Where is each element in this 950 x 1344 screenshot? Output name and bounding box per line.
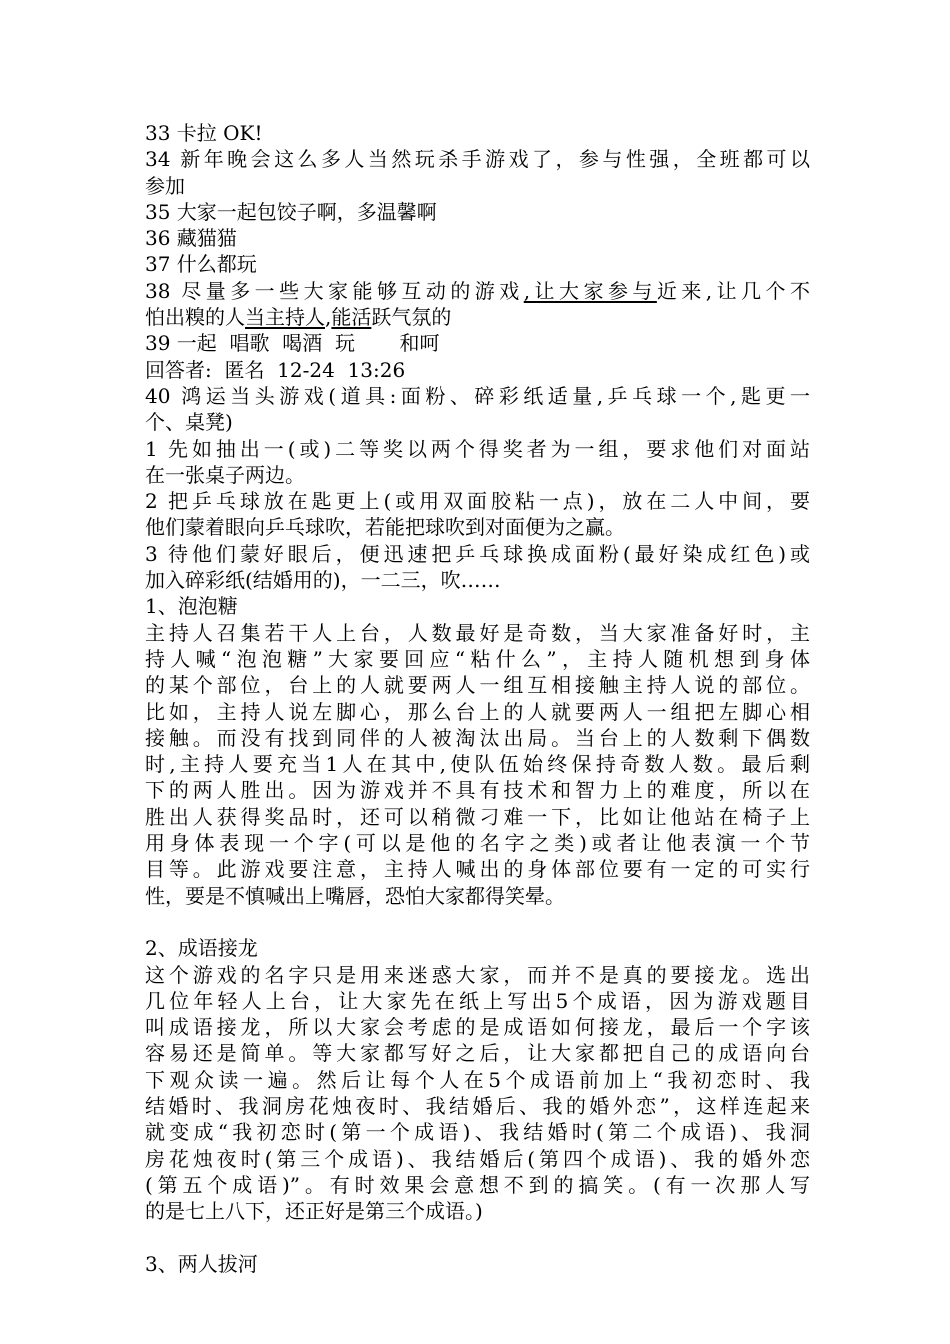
item-38-text-4: , bbox=[325, 305, 332, 330]
item-36: 36 藏猫猫 bbox=[145, 226, 237, 251]
item-38-text-1: 38 尽量多一些大家能够互动的游戏 bbox=[145, 278, 524, 303]
item-38-text-3: 怕出糗的人 bbox=[145, 305, 245, 330]
paragraph-gap bbox=[145, 1224, 810, 1250]
game-2-line: 房花烛夜时(第三个成语)、我结婚后(第四个成语)、我的婚外恋 bbox=[145, 1146, 810, 1171]
game-1-line: 的某个部位，台上的人就要两人一组互相接触主持人说的部位。 bbox=[145, 673, 810, 698]
document-page bbox=[145, 120, 810, 1277]
item-38-text-5: 跃气氛的 bbox=[371, 305, 452, 330]
game-2-line: 下观众读一遍。然后让每个人在5个成语前加上“我初恋时、我 bbox=[145, 1067, 810, 1092]
game-1-line: 时,主持人要充当1人在其中,使队伍始终保持奇数人数。最后剩 bbox=[145, 752, 810, 777]
item-34-line-1: 34 新年晚会这么多人当然玩杀手游戏了，参与性强，全班都可以 bbox=[145, 147, 810, 172]
game-1-line: 下的两人胜出。因为游戏并不具有技术和智力上的难度，所以在 bbox=[145, 778, 810, 803]
item-38-line-2 bbox=[145, 304, 810, 330]
game-1-line: 目等。此游戏要注意，主持人喊出的身体部位要有一定的可实行 bbox=[145, 857, 810, 882]
game-1-body bbox=[145, 620, 810, 909]
item-37: 37 什么都玩 bbox=[145, 252, 257, 277]
item-38-underlined-2: 当主持人 bbox=[245, 305, 325, 330]
game-2-line: (第五个成语)”。有时效果会意想不到的搞笑。(有一次那人写 bbox=[145, 1172, 810, 1197]
step-3-line-1: 3 待他们蒙好眼后，便迅速把乒乓球换成面粉(最好染成红色)或 bbox=[145, 541, 810, 566]
item-35: 35 大家一起包饺子啊，多温馨啊 bbox=[145, 199, 437, 224]
step-3-line-2: 加入碎彩纸(结婚用的)，一二三，吹…… bbox=[145, 568, 501, 593]
game-2-title: 2、成语接龙 bbox=[145, 936, 258, 961]
item-38-line-1 bbox=[145, 278, 810, 304]
game-2-line: 叫成语接龙，所以大家会考虑的是成语如何接龙，最后一个字该 bbox=[145, 1015, 810, 1040]
game-1-line: 比如，主持人说左脚心，那么台上的人就要两人一组把左脚心相 bbox=[145, 699, 810, 724]
answerer-info: 回答者: 匿名 12-24 13:26 bbox=[145, 357, 406, 382]
step-2-line-2: 他们蒙着眼向乒乓球吹，若能把球吹到对面便为之赢。 bbox=[145, 515, 625, 540]
game-2-line: 几位年轻人上台，让大家先在纸上写出5个成语，因为游戏题目 bbox=[145, 988, 810, 1013]
step-2-line-1: 2 把乒乓球放在匙更上(或用双面胶粘一点)，放在二人中间，要 bbox=[145, 489, 810, 514]
paragraph-gap bbox=[145, 909, 810, 935]
game-2-body bbox=[145, 962, 810, 1225]
game-2-line: 的是七上八下，还正好是第三个成语。) bbox=[145, 1199, 483, 1224]
game-3-title: 3、两人拔河 bbox=[145, 1251, 258, 1276]
game-2-line: 容易还是简单。等大家都写好之后，让大家都把自己的成语向台 bbox=[145, 1041, 810, 1066]
game-2-line: 就变成“我初恋时(第一个成语)、我结婚时(第二个成语)、我洞 bbox=[145, 1120, 810, 1145]
item-33: 33 卡拉 OK! bbox=[145, 121, 263, 145]
game-1-line: 持人喊“泡泡糖”大家要回应“粘什么”，主持人随机想到身体 bbox=[145, 646, 810, 671]
game-2-line: 结婚时、我洞房花烛夜时、我结婚后、我的婚外恋”，这样连起来 bbox=[145, 1093, 810, 1118]
game-1-line: 性，要是不慎喊出上嘴唇，恐怕大家都得笑晕。 bbox=[145, 883, 565, 908]
step-1-line-1: 1 先如抽出一(或)二等奖以两个得奖者为一组，要求他们对面站 bbox=[145, 436, 810, 461]
item-38-underlined-3: 能活 bbox=[331, 305, 372, 330]
game-1-line: 胜出人获得奖品时，还可以稍微刁难一下，比如让他站在椅子上 bbox=[145, 804, 810, 829]
item-40-line-1: 40 鸿运当头游戏(道具:面粉、碎彩纸适量,乒乓球一个,匙更一 bbox=[145, 383, 810, 408]
item-38-underlined-1: ,让大家参与 bbox=[523, 278, 657, 303]
game-1-title: 1、泡泡糖 bbox=[145, 594, 238, 619]
game-1-line: 主持人召集若干人上台，人数最好是奇数，当大家准备好时，主 bbox=[145, 620, 810, 645]
game-1-line: 用身体表现一个字(可以是他的名字之类)或者让他表演一个节 bbox=[145, 831, 810, 856]
step-1-line-2: 在一张桌子两边。 bbox=[145, 462, 305, 487]
item-39: 39 一起 唱歌 喝酒 玩 和呵 bbox=[145, 331, 440, 356]
item-38-text-2: 近来,让几个不 bbox=[656, 278, 811, 303]
item-34-line-2: 参加 bbox=[145, 173, 185, 198]
game-1-line: 接触。而没有找到同伴的人被淘汰出局。当台上的人数剩下偶数 bbox=[145, 725, 810, 750]
game-2-line: 这个游戏的名字只是用来迷惑大家，而并不是真的要接龙。选出 bbox=[145, 962, 810, 987]
item-40-line-2: 个、桌凳) bbox=[145, 410, 233, 435]
